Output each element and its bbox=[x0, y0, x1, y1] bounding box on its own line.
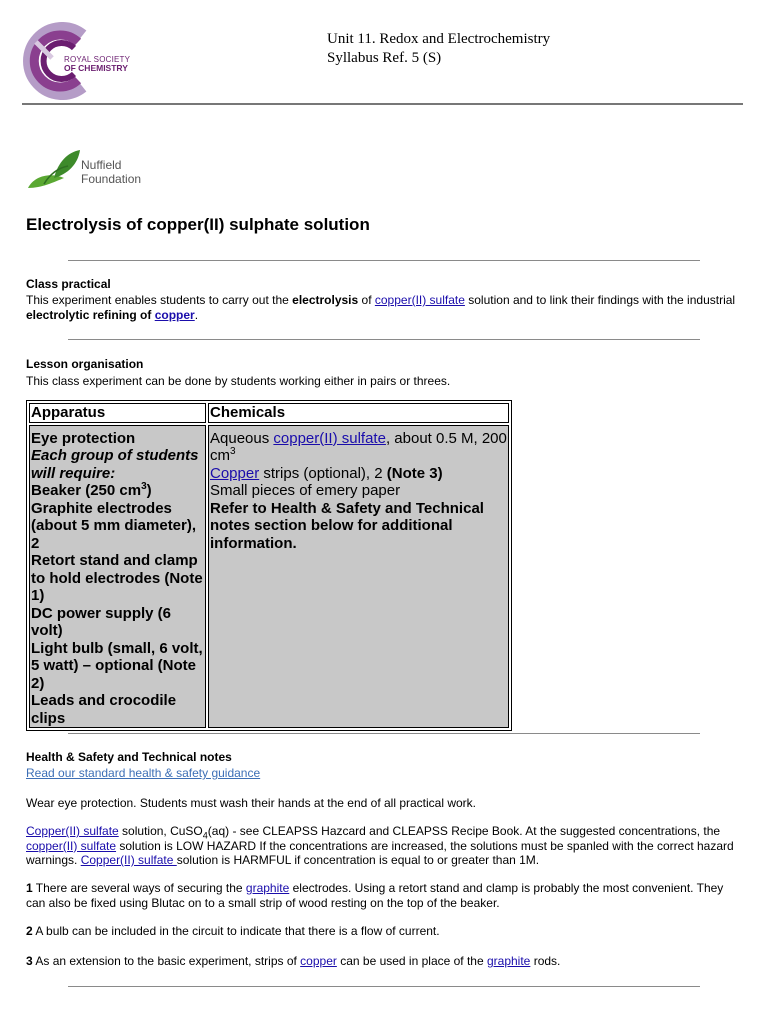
note-2-num: 2 bbox=[26, 924, 33, 938]
eye-protection-note: Wear eye protection. Students must wash their hands at the end of all practical work. bbox=[26, 796, 477, 810]
note-1 bbox=[26, 881, 742, 910]
syllabus-ref: Syllabus Ref. 5 (S) bbox=[327, 50, 442, 66]
note-2-text: A bulb can be included in the circuit to indicate that there is a flow of current. bbox=[32, 924, 440, 938]
unit-title: Unit 11. Redox and Electrochemistry bbox=[327, 31, 551, 47]
apparatus-table bbox=[26, 400, 512, 731]
cp-text-4: . bbox=[194, 307, 199, 322]
note-3-graphite-link[interactable]: graphite bbox=[486, 954, 531, 968]
safety-guidance-link[interactable]: Read our standard health & safety guidance bbox=[26, 766, 261, 780]
chem-copper-sulfate-link[interactable]: copper(II) sulfate bbox=[273, 429, 386, 447]
cuso-link-2[interactable]: copper(II) sulfate bbox=[26, 838, 117, 853]
cuso-text-4: solution is HARMFUL if concentration is equal to or greater than 1M. bbox=[176, 853, 540, 867]
note-3-text-2: can be used in place of the bbox=[336, 954, 487, 968]
header-divider bbox=[22, 103, 743, 105]
note-3-num: 3 bbox=[26, 954, 33, 968]
chem-aq-1: Aqueous bbox=[210, 429, 274, 447]
health-heading: Health & Safety and Technical notes bbox=[26, 750, 232, 764]
note-1-num: 1 bbox=[26, 881, 33, 895]
copper-link[interactable]: copper bbox=[154, 307, 195, 322]
note-3-copper-link[interactable]: copper bbox=[300, 954, 337, 968]
rsc-org-line2: OF CHEMISTRY bbox=[64, 63, 128, 73]
apparatus-group: Each group of students will require: bbox=[31, 447, 199, 482]
note-1-graphite-link[interactable]: graphite bbox=[245, 881, 290, 895]
foundation-line1: Nuffield bbox=[81, 158, 122, 172]
divider-4 bbox=[68, 986, 700, 987]
cp-text-2: of bbox=[358, 293, 375, 307]
cuso-text-2: (aq) - see CLEAPSS Hazcard and CLEAPSS Recipe Book. At the suggested concentrations, the bbox=[207, 824, 721, 838]
apparatus-dc: DC power supply (6 volt) bbox=[31, 604, 172, 639]
lesson-heading: Lesson organisation bbox=[26, 357, 144, 371]
table-body-row bbox=[29, 425, 509, 729]
note-3-text-1: As an extension to the basic experiment, strips of bbox=[32, 954, 301, 968]
cuso-link-1[interactable]: Copper(II) sulfate bbox=[26, 824, 119, 838]
apparatus-bulb: Light bulb (small, 6 volt, 5 watt) – optional (Note 2) bbox=[31, 639, 203, 692]
cp-bold-electrolysis: electrolysis bbox=[292, 293, 359, 307]
apparatus-beaker: Beaker (250 cm bbox=[31, 482, 142, 499]
apparatus-header: Apparatus bbox=[29, 403, 206, 423]
copper-sulfate-link[interactable]: copper(II) sulfate bbox=[374, 293, 465, 307]
cuso-text-1: solution, CuSO bbox=[118, 824, 203, 838]
lesson-text: This class experiment can be done by students working either in pairs or threes. bbox=[26, 374, 451, 388]
apparatus-retort: Retort stand and clamp to hold electrodes (Note 1) bbox=[31, 552, 203, 604]
apparatus-eye: Eye protection bbox=[31, 429, 136, 447]
chemicals-header: Chemicals bbox=[208, 403, 509, 423]
nuffield-logo bbox=[24, 148, 154, 194]
cuso-text-3: solution is LOW HAZARD If the concentrations are increased, the solutions must be spanled with the correct hazard warnings. bbox=[26, 838, 734, 867]
leaf-icon bbox=[24, 148, 84, 192]
class-practical-text bbox=[26, 293, 736, 322]
note-3-text-3: rods. bbox=[530, 954, 561, 968]
chem-copper-link[interactable]: Copper bbox=[210, 464, 260, 482]
apparatus-leads: Leads and crocodile clips bbox=[31, 692, 177, 727]
rsc-logo bbox=[22, 22, 148, 100]
chem-refer: Refer to Health & Safety and Technical notes section below for additional information. bbox=[210, 499, 484, 552]
copper-sulfate-note bbox=[26, 824, 742, 868]
note-1-text-2: electrodes. Using a retort stand and clamp is probably the most convenient. They can also be fixed using Blutac on to a small strip of wood resting on the top of the beaker. bbox=[26, 881, 724, 910]
cp-text-1: This experiment enables students to carry out the bbox=[26, 293, 293, 307]
page-title: Electrolysis of copper(II) sulphate solution bbox=[26, 215, 370, 234]
apparatus-beaker-end: ) bbox=[146, 482, 152, 499]
divider-1 bbox=[68, 260, 700, 261]
cp-text-3: solution and to link their findings with the industrial bbox=[464, 293, 736, 307]
note-1-text-1: There are several ways of securing the bbox=[32, 881, 246, 895]
cuso-link-3[interactable]: Copper(II) sulfate bbox=[80, 853, 177, 867]
chem-cu-note: (Note 3) bbox=[386, 464, 443, 482]
cp-bold-refining: electrolytic refining of bbox=[26, 307, 155, 322]
chem-emery: Small pieces of emery paper bbox=[210, 482, 401, 499]
rsc-org-line1: ROYAL SOCIETY bbox=[64, 55, 131, 64]
chem-aq-sup: 3 bbox=[230, 446, 236, 457]
divider-2 bbox=[68, 339, 700, 340]
class-practical-heading: Class practical bbox=[26, 277, 111, 291]
divider-3 bbox=[68, 733, 700, 734]
apparatus-beaker-sup: 3 bbox=[141, 481, 147, 492]
cuso-sub: 4 bbox=[202, 830, 208, 841]
chem-aq-2: , about 0.5 M, 200 cm bbox=[210, 429, 507, 464]
note-3 bbox=[26, 954, 742, 969]
table-header-row bbox=[29, 403, 509, 423]
chem-cu-text: strips (optional), 2 bbox=[259, 464, 387, 482]
apparatus-cell bbox=[29, 425, 206, 729]
note-2 bbox=[26, 924, 742, 939]
apparatus-graphite: Graphite electrodes (about 5 mm diameter), 2 bbox=[31, 499, 197, 552]
foundation-line2: Foundation bbox=[81, 172, 142, 186]
chemicals-cell bbox=[208, 425, 509, 729]
